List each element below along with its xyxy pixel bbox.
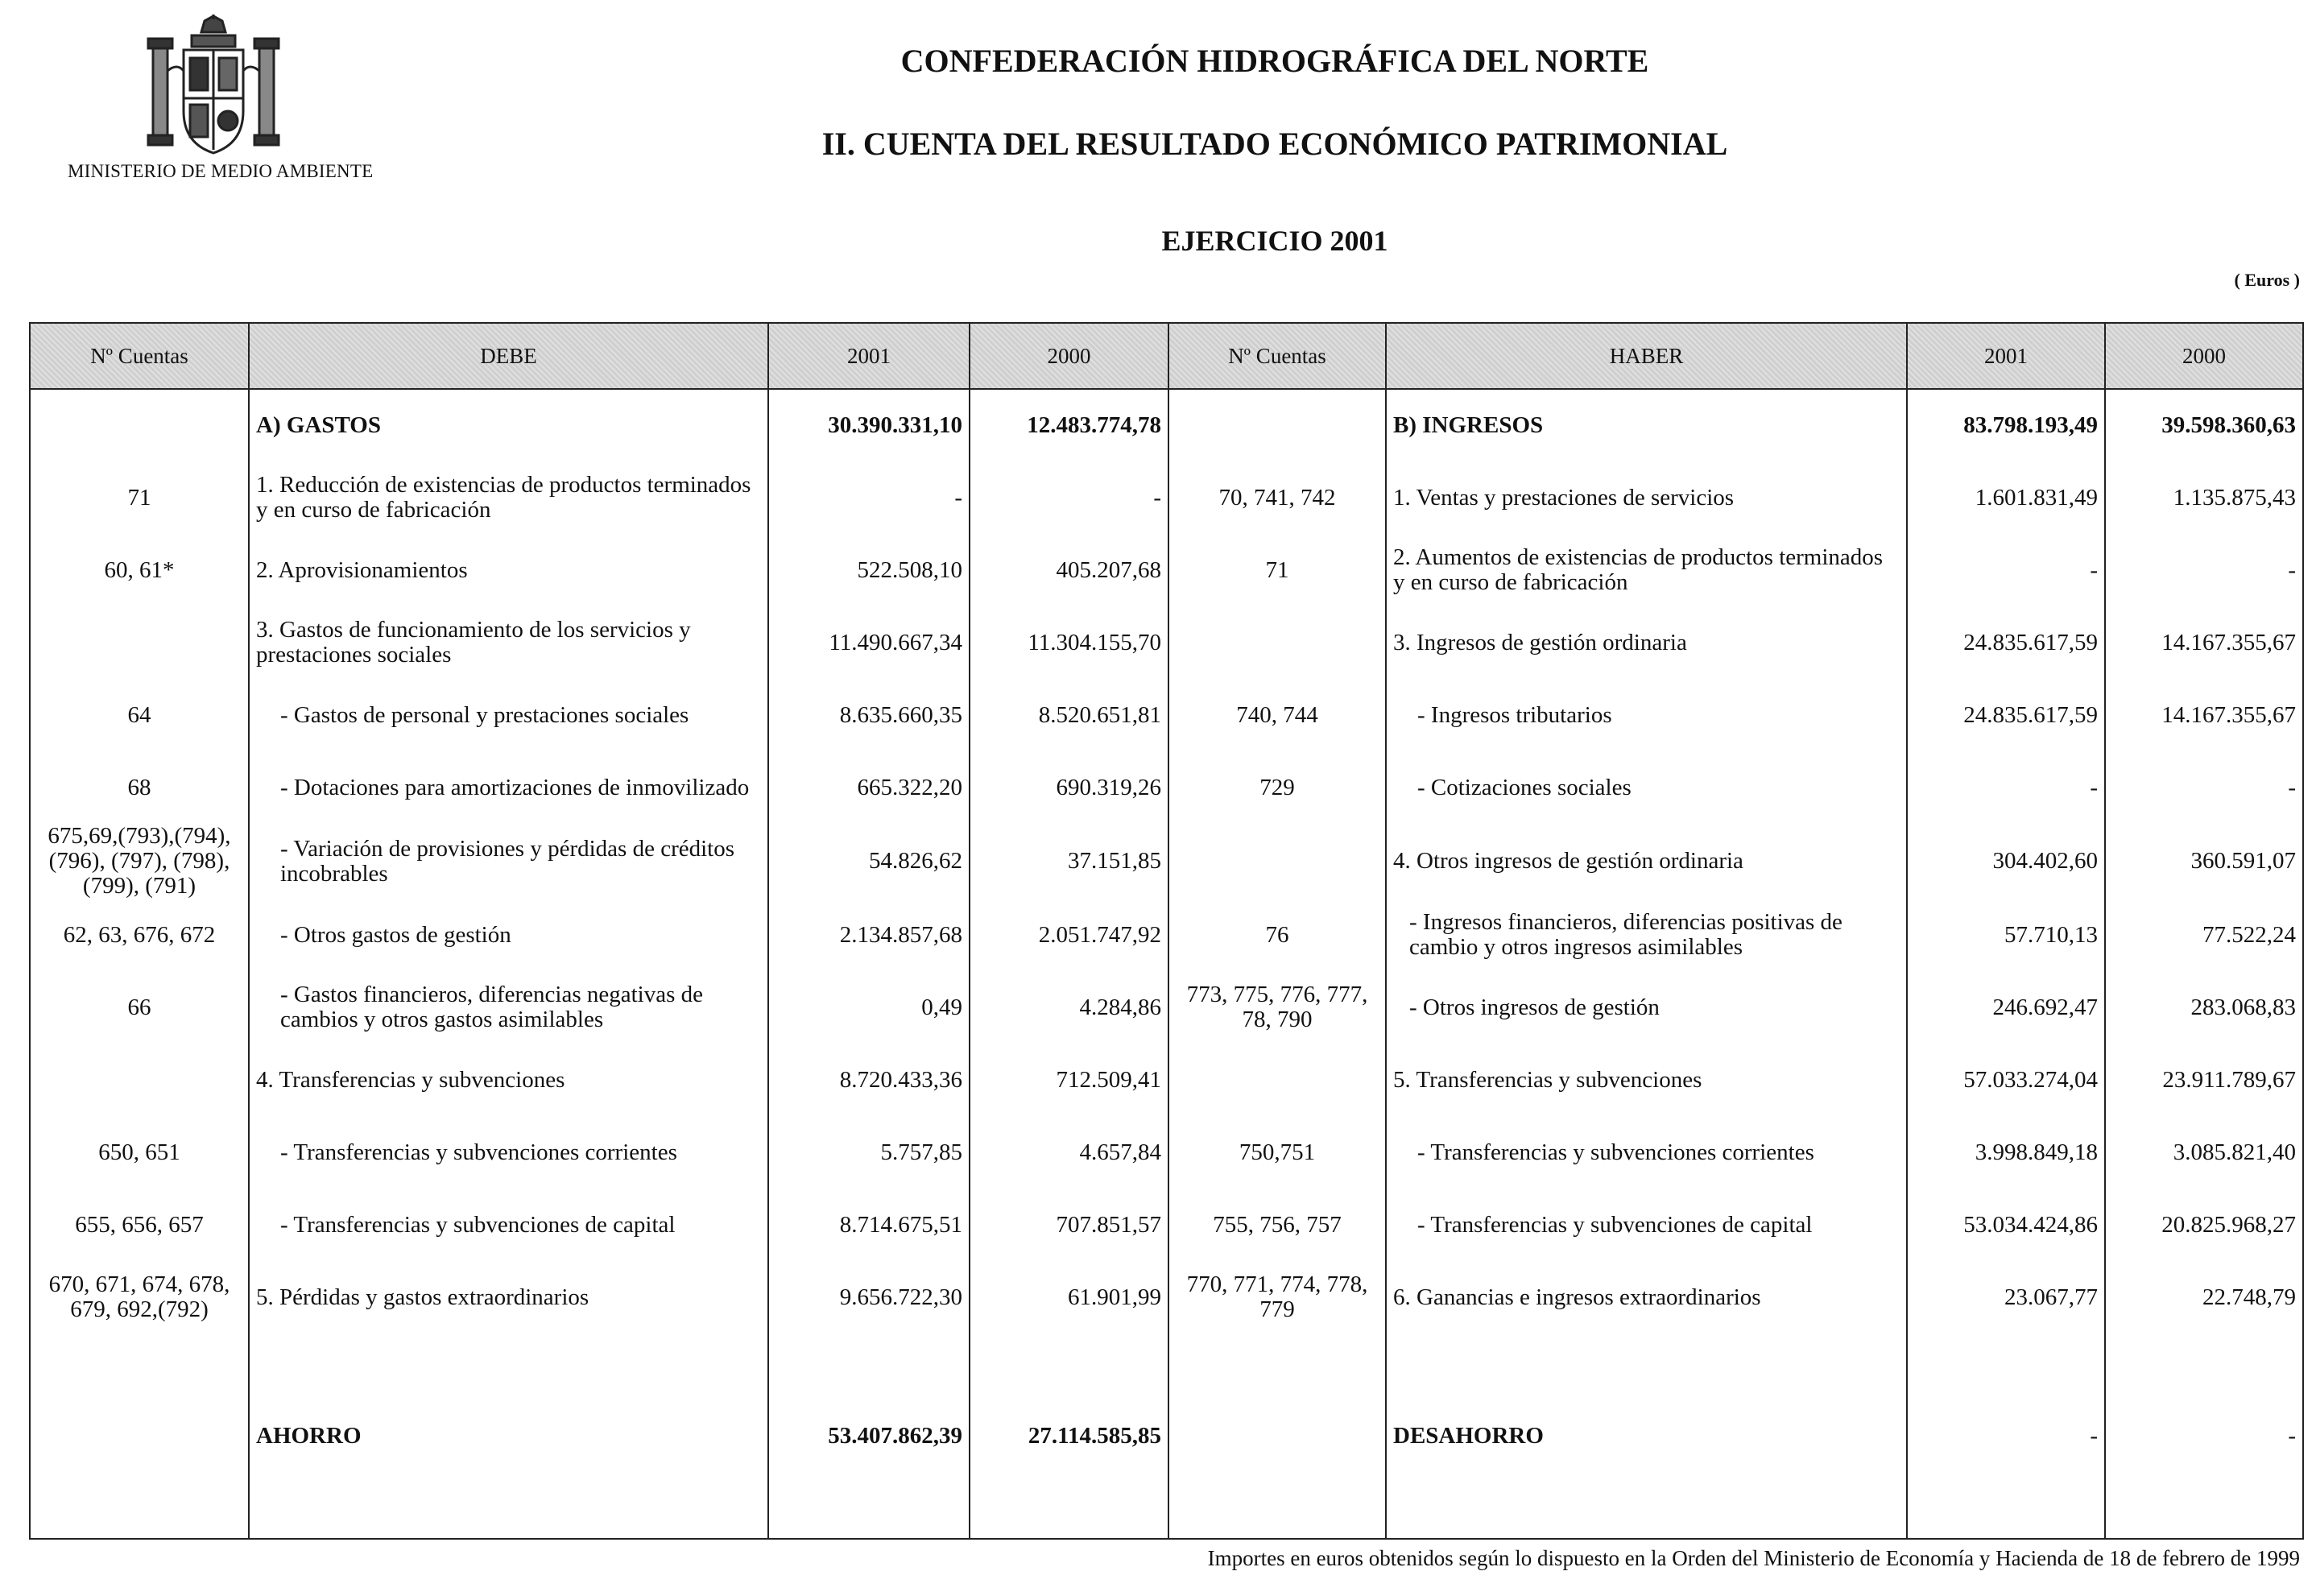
debe-value-2000: 4.284,86 <box>970 971 1168 1044</box>
account-code-right <box>1168 389 1386 461</box>
table-row <box>30 461 2303 534</box>
debe-label: 3. Gastos de funcionamiento de los servicios y prestaciones sociales <box>249 606 768 679</box>
haber-value-2001: - <box>1907 534 2105 606</box>
debe-label: 4. Transferencias y subvenciones <box>249 1044 768 1116</box>
debe-value-2001: 9.656.722,30 <box>768 1261 970 1333</box>
debe-label: - Variación de provisiones y pérdidas de créditos incobrables <box>249 824 768 899</box>
debe-value-2000: 12.483.774,78 <box>970 389 1168 461</box>
column-header-accounts-right: Nº Cuentas <box>1168 323 1386 389</box>
debe-value-2001: 0,49 <box>768 971 970 1044</box>
haber-label: 6. Ganancias e ingresos extraordinarios <box>1386 1261 1907 1333</box>
account-code-right <box>1168 606 1386 679</box>
table-row <box>30 679 2303 751</box>
haber-value-2000: 23.911.789,67 <box>2105 1044 2303 1116</box>
debe-value-2000: 4.657,84 <box>970 1116 1168 1189</box>
debe-value-2000: 690.319,26 <box>970 751 1168 824</box>
debe-value-2000: 61.901,99 <box>970 1261 1168 1333</box>
haber-label: 4. Otros ingresos de gestión ordinaria <box>1386 824 1907 899</box>
debe-value-2000: 2.051.747,92 <box>970 899 1168 971</box>
footnote: Importes en euros obtenidos según lo dispuesto en la Orden del Ministerio de Economía y Hacienda de 18 de febrero de 1999 <box>1207 1546 2300 1570</box>
table-row <box>30 1189 2303 1261</box>
account-code-right: 755, 756, 757 <box>1168 1189 1386 1261</box>
table-row <box>30 1116 2303 1189</box>
haber-value-2001: - <box>1907 1333 2105 1539</box>
debe-label: 1. Reducción de existencias de productos terminados y en curso de fabricación <box>249 461 768 534</box>
account-code-right <box>1168 1333 1386 1539</box>
column-header-haber: HABER <box>1386 323 1907 389</box>
table-row <box>30 1044 2303 1116</box>
account-code-right: 729 <box>1168 751 1386 824</box>
debe-value-2001: 665.322,20 <box>768 751 970 824</box>
haber-label: - Ingresos tributarios <box>1386 679 1907 751</box>
debe-label: - Transferencias y subvenciones corrientes <box>249 1116 768 1189</box>
account-code: 64 <box>30 679 249 751</box>
fiscal-year: EJERCICIO 2001 <box>1161 225 1388 257</box>
table-row <box>30 534 2303 606</box>
column-header-2000: 2000 <box>970 323 1168 389</box>
debe-label: - Gastos de personal y prestaciones sociales <box>249 679 768 751</box>
debe-value-2001: 11.490.667,34 <box>768 606 970 679</box>
debe-value-2001: 54.826,62 <box>768 824 970 899</box>
haber-label: 2. Aumentos de existencias de productos terminados y en curso de fabricación <box>1386 534 1907 606</box>
debe-value-2001: 8.635.660,35 <box>768 679 970 751</box>
ministry-label: MINISTERIO DE MEDIO AMBIENTE <box>68 161 374 181</box>
haber-label: DESAHORRO <box>1386 1333 1907 1539</box>
haber-label: 1. Ventas y prestaciones de servicios <box>1386 461 1907 534</box>
debe-value-2001: 53.407.862,39 <box>768 1333 970 1539</box>
debe-value-2001: 2.134.857,68 <box>768 899 970 971</box>
haber-value-2001: 1.601.831,49 <box>1907 461 2105 534</box>
table-row <box>30 1261 2303 1333</box>
debe-value-2000: 712.509,41 <box>970 1044 1168 1116</box>
debe-value-2001: 5.757,85 <box>768 1116 970 1189</box>
haber-label: - Transferencias y subvenciones de capital <box>1386 1189 1907 1261</box>
haber-value-2001: 24.835.617,59 <box>1907 606 2105 679</box>
haber-value-2000: - <box>2105 534 2303 606</box>
debe-label: 2. Aprovisionamientos <box>249 534 768 606</box>
debe-value-2000: 11.304.155,70 <box>970 606 1168 679</box>
debe-value-2000: - <box>970 461 1168 534</box>
haber-value-2000: 3.085.821,40 <box>2105 1116 2303 1189</box>
haber-value-2001: - <box>1907 751 2105 824</box>
haber-label: B) INGRESOS <box>1386 389 1907 461</box>
haber-value-2000: 283.068,83 <box>2105 971 2303 1044</box>
table-row <box>30 824 2303 899</box>
table-header-row <box>30 323 2303 389</box>
haber-value-2000: 360.591,07 <box>2105 824 2303 899</box>
debe-value-2001: 522.508,10 <box>768 534 970 606</box>
debe-value-2000: 37.151,85 <box>970 824 1168 899</box>
haber-label: - Otros ingresos de gestión <box>1386 971 1907 1044</box>
account-code-right: 750,751 <box>1168 1116 1386 1189</box>
account-code-right: 71 <box>1168 534 1386 606</box>
haber-value-2001: 246.692,47 <box>1907 971 2105 1044</box>
debe-label: - Dotaciones para amortizaciones de inmovilizado <box>249 751 768 824</box>
table-row <box>30 971 2303 1044</box>
column-header-2001-right: 2001 <box>1907 323 2105 389</box>
account-code: 675,69,(793),(794), (796), (797), (798), (799), (791) <box>30 824 249 899</box>
account-code: 655, 656, 657 <box>30 1189 249 1261</box>
table-row-ahorro <box>30 1333 2303 1539</box>
haber-value-2000: 39.598.360,63 <box>2105 389 2303 461</box>
debe-value-2001: - <box>768 461 970 534</box>
debe-value-2000: 27.114.585,85 <box>970 1333 1168 1539</box>
account-code <box>30 606 249 679</box>
debe-value-2000: 8.520.651,81 <box>970 679 1168 751</box>
account-code: 68 <box>30 751 249 824</box>
haber-label: - Ingresos financieros, diferencias positivas de cambio y otros ingresos asimilables <box>1386 899 1907 971</box>
account-code-right: 773, 775, 776, 777, 78, 790 <box>1168 971 1386 1044</box>
column-header-accounts: Nº Cuentas <box>30 323 249 389</box>
haber-value-2000: 22.748,79 <box>2105 1261 2303 1333</box>
haber-value-2000: 20.825.968,27 <box>2105 1189 2303 1261</box>
account-code-right: 76 <box>1168 899 1386 971</box>
haber-label: 3. Ingresos de gestión ordinaria <box>1386 606 1907 679</box>
haber-value-2000: - <box>2105 1333 2303 1539</box>
debe-label: - Otros gastos de gestión <box>249 899 768 971</box>
account-code: 60, 61* <box>30 534 249 606</box>
haber-label: - Transferencias y subvenciones corrientes <box>1386 1116 1907 1189</box>
haber-value-2000: - <box>2105 751 2303 824</box>
account-code-right <box>1168 1044 1386 1116</box>
debe-value-2000: 405.207,68 <box>970 534 1168 606</box>
debe-value-2000: 707.851,57 <box>970 1189 1168 1261</box>
account-code-right <box>1168 824 1386 899</box>
result-account-table <box>29 322 2304 1540</box>
account-code: 670, 671, 674, 678, 679, 692,(792) <box>30 1261 249 1333</box>
account-code-right: 70, 741, 742 <box>1168 461 1386 534</box>
table-row <box>30 899 2303 971</box>
haber-value-2001: 53.034.424,86 <box>1907 1189 2105 1261</box>
haber-value-2001: 57.710,13 <box>1907 899 2105 971</box>
haber-value-2000: 14.167.355,67 <box>2105 679 2303 751</box>
account-code: 62, 63, 676, 672 <box>30 899 249 971</box>
report-title: II. CUENTA DEL RESULTADO ECONÓMICO PATRIMONIAL <box>821 126 1728 162</box>
debe-value-2001: 8.714.675,51 <box>768 1189 970 1261</box>
haber-value-2000: 1.135.875,43 <box>2105 461 2303 534</box>
account-code-right: 770, 771, 774, 778, 779 <box>1168 1261 1386 1333</box>
account-code <box>30 1333 249 1539</box>
haber-value-2001: 83.798.193,49 <box>1907 389 2105 461</box>
units-label: ( Euros ) <box>2234 270 2300 290</box>
table-row <box>30 751 2303 824</box>
account-code: 66 <box>30 971 249 1044</box>
debe-value-2001: 30.390.331,10 <box>768 389 970 461</box>
table-row <box>30 389 2303 461</box>
haber-label: 5. Transferencias y subvenciones <box>1386 1044 1907 1116</box>
account-code <box>30 1044 249 1116</box>
haber-value-2001: 304.402,60 <box>1907 824 2105 899</box>
account-code: 650, 651 <box>30 1116 249 1189</box>
haber-value-2001: 3.998.849,18 <box>1907 1116 2105 1189</box>
account-code-right: 740, 744 <box>1168 679 1386 751</box>
account-code <box>30 389 249 461</box>
column-header-2001: 2001 <box>768 323 970 389</box>
haber-value-2000: 77.522,24 <box>2105 899 2303 971</box>
debe-label: 5. Pérdidas y gastos extraordinarios <box>249 1261 768 1333</box>
debe-label: AHORRO <box>249 1333 768 1539</box>
haber-value-2000: 14.167.355,67 <box>2105 606 2303 679</box>
table-row <box>30 606 2303 679</box>
column-header-debe: DEBE <box>249 323 768 389</box>
haber-label: - Cotizaciones sociales <box>1386 751 1907 824</box>
debe-value-2001: 8.720.433,36 <box>768 1044 970 1116</box>
haber-value-2001: 23.067,77 <box>1907 1261 2105 1333</box>
debe-label: - Transferencias y subvenciones de capital <box>249 1189 768 1261</box>
column-header-2000-right: 2000 <box>2105 323 2303 389</box>
haber-value-2001: 24.835.617,59 <box>1907 679 2105 751</box>
haber-value-2001: 57.033.274,04 <box>1907 1044 2105 1116</box>
organization-title: CONFEDERACIÓN HIDROGRÁFICA DEL NORTE <box>900 43 1649 79</box>
debe-label: - Gastos financieros, diferencias negativas de cambios y otros gastos asimilables <box>249 971 768 1044</box>
account-code: 71 <box>30 461 249 534</box>
debe-label: A) GASTOS <box>249 389 768 461</box>
